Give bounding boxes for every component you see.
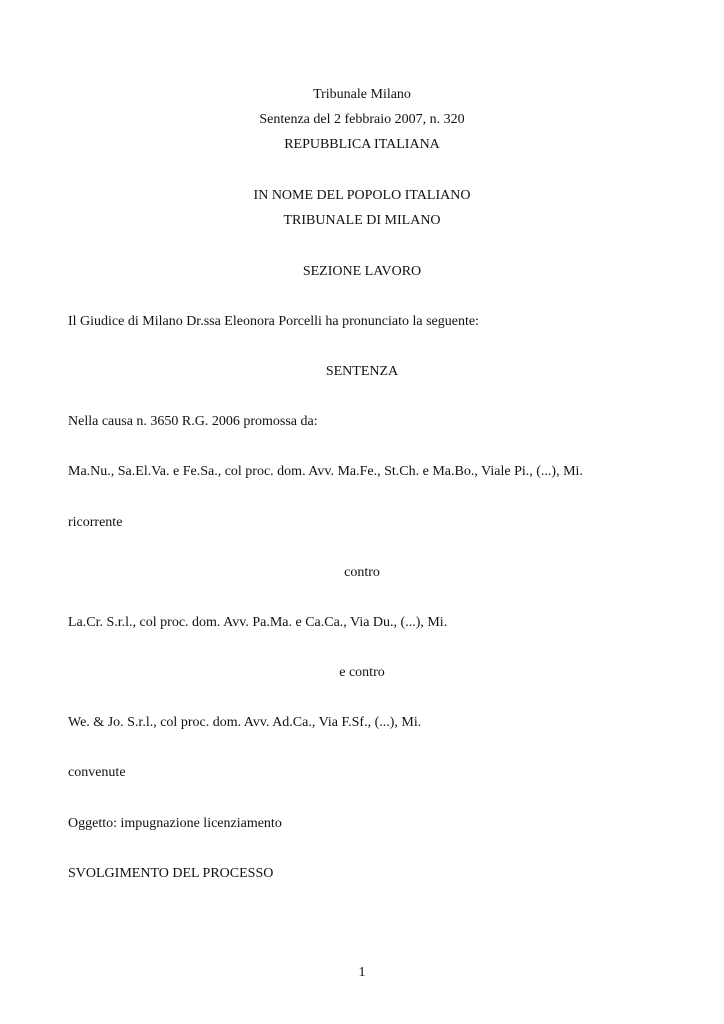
plaintiffs-paragraph: Ma.Nu., Sa.El.Va. e Fe.Sa., col proc. dom. Avv. Ma.Fe., St.Ch. e Ma.Bo., Viale Pi., (...), Mi. [68,464,583,479]
in-name-of-people-heading: IN NOME DEL POPOLO ITALIANO [253,188,471,203]
section-heading: SEZIONE LAVORO [302,264,422,279]
subject-line: Oggetto: impugnazione licenziamento [68,816,282,831]
defendant-2-paragraph: We. & Jo. S.r.l., col proc. dom. Avv. Ad.Ca., Via F.Sf., (...), Mi. [68,715,422,730]
case-intro: Nella causa n. 3650 R.G. 2006 promossa da: [68,414,318,429]
page-number: 1 [358,965,366,980]
defendant-role: convenute [68,765,126,780]
ruling-reference: Sentenza del 2 febbraio 2007, n. 320 [259,112,465,127]
sentence-title: SENTENZA [325,364,399,379]
against-label-1: contro [344,565,380,580]
judge-statement: Il Giudice di Milano Dr.ssa Eleonora Porcelli ha pronunciato la seguente: [68,314,479,329]
plaintiff-role: ricorrente [68,515,123,530]
republic-heading: REPUBBLICA ITALIANA [284,137,440,152]
against-label-2: e contro [339,665,385,680]
tribunal-heading: TRIBUNALE DI MILANO [283,213,441,228]
defendant-1-paragraph: La.Cr. S.r.l., col proc. dom. Avv. Pa.Ma. e Ca.Ca., Via Du., (...), Mi. [68,615,448,630]
court-name: Tribunale Milano [313,87,411,102]
proceedings-heading: SVOLGIMENTO DEL PROCESSO [68,866,274,881]
